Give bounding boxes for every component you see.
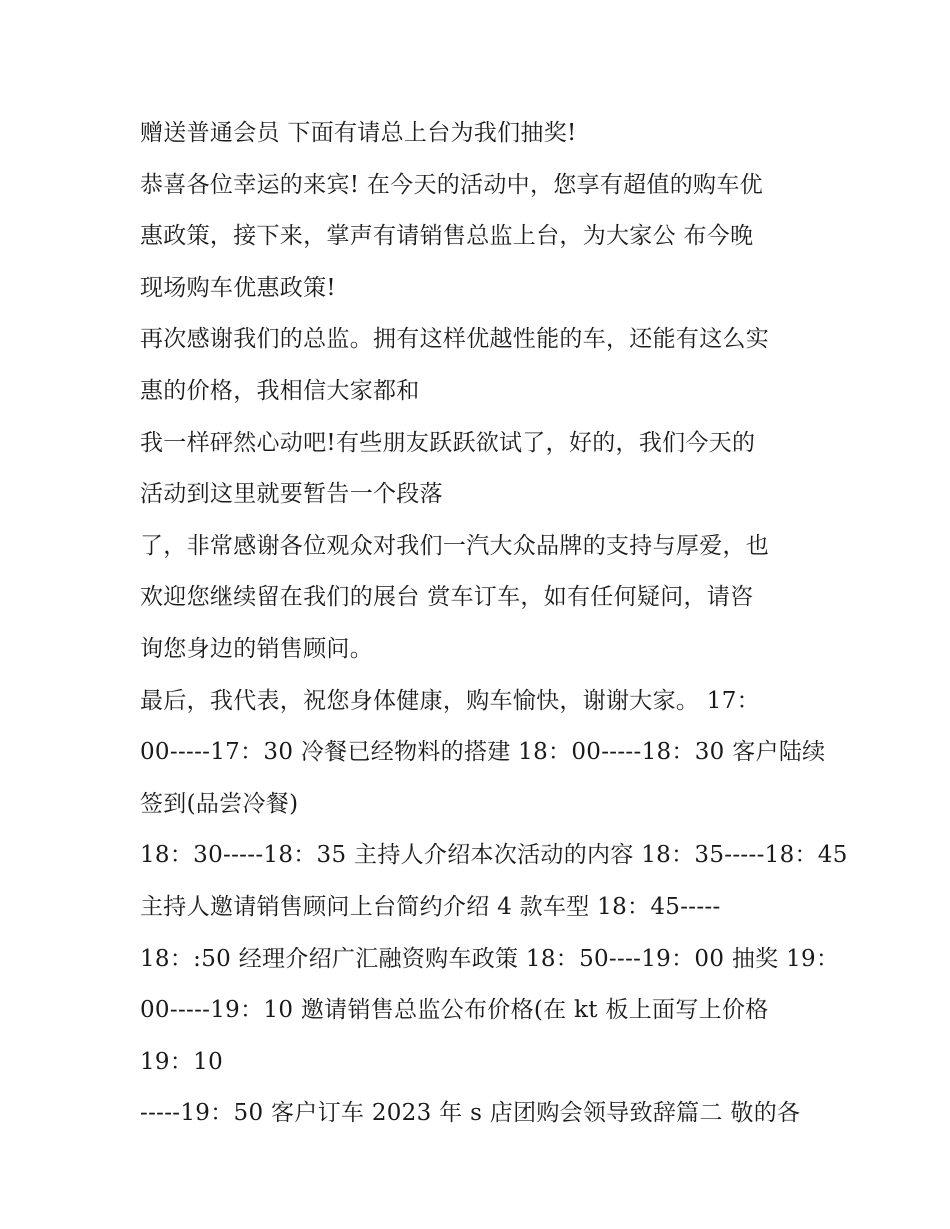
text-line: 主持人邀请销售顾问上台简约介绍 4 款车型 18：45----- xyxy=(140,893,721,920)
text-line: 惠的价格，我相信大家都和 xyxy=(140,377,420,404)
text-line: 最后，我代表，祝您身体健康，购车愉快，谢谢大家。 17： xyxy=(140,687,760,714)
document-body xyxy=(140,108,848,1140)
text-line: 18：:50 经理介绍广汇融资购车政策 18：50----19：00 抽奖 19： xyxy=(140,945,840,972)
text-line: 我一样砰然心动吧!有些朋友跃跃欲试了，好的，我们今天的 xyxy=(140,429,756,456)
text-line: 了，非常感谢各位观众对我们一汽大众品牌的支持与厚爱，也 xyxy=(140,532,770,559)
text-line: 18：30-----18：35 主持人介绍本次活动的内容 18：35-----18：45 xyxy=(140,842,848,869)
text-line: 赠送普通会员 下面有请总上台为我们抽奖! xyxy=(140,120,577,146)
text-line: 恭喜各位幸运的来宾! 在今天的活动中，您享有超值的购车优 xyxy=(140,171,763,198)
text-line: 19：10 xyxy=(140,1048,224,1075)
text-line: -----19：50 客户订车 2023 年 s 店团购会领导致辞篇二 敬的各 xyxy=(140,1100,801,1127)
text-line: 询您身边的销售顾问。 xyxy=(140,635,373,662)
text-line: 00-----19：10 邀请销售总监公布价格(在 kt 板上面写上价格 xyxy=(140,997,769,1024)
text-line: 活动到这里就要暂告一个段落 xyxy=(140,481,443,508)
text-line: 欢迎您继续留在我们的展台 赏车订车，如有任何疑问，请咨 xyxy=(140,584,754,611)
text-line: 惠政策，接下来，掌声有请销售总监上台，为大家公 布今晚 xyxy=(140,223,754,250)
text-line: 现场购车优惠政策! xyxy=(140,274,336,301)
text-line: 00-----17：30 冷餐已经物料的搭建 18：00-----18：30 客户陆续 xyxy=(140,739,826,766)
text-line: 再次感谢我们的总监。拥有这样优越性能的车，还能有这么实 xyxy=(140,326,770,353)
text-line: 签到(品尝冷餐) xyxy=(140,790,299,817)
